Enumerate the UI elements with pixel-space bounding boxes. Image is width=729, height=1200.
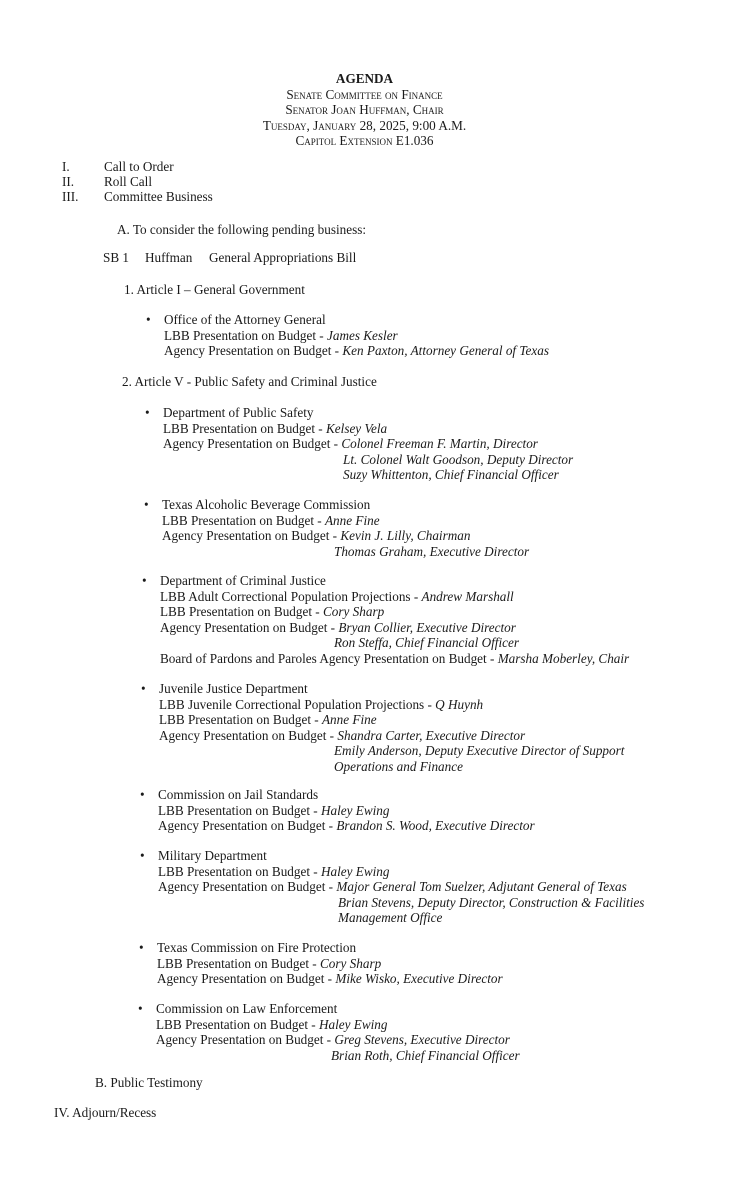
presenter-name: Cory Sharp [320, 955, 382, 971]
agency-item [139, 940, 503, 987]
meeting-location: Capitol Extension E1.036 [295, 133, 434, 148]
presenter-name: Greg Stevens, Executive Director [334, 1032, 510, 1047]
presentation-label: Agency Presentation on Budget - [163, 436, 342, 451]
presentation-label: Agency Presentation on Budget - [158, 879, 337, 894]
presenter-name: Cory Sharp [323, 604, 385, 619]
presenter-continuation [163, 451, 574, 468]
article-5: 2. Article V - Public Safety and Criminal Justice [122, 374, 377, 389]
agency-name: Texas Commission on Fire Protection [157, 940, 357, 955]
agency-name: Military Department [158, 848, 267, 863]
bill-id: SB 1 [103, 250, 130, 265]
presenter-name: Management Office [338, 910, 443, 925]
presenter-name: Marsha Moberley, Chair [497, 650, 630, 666]
agency-item [142, 573, 630, 666]
presentation-line [158, 879, 627, 895]
bullet-icon: • [138, 1001, 143, 1016]
agency-item [140, 787, 535, 834]
pending-business-intro: A. To consider the following pending business: [117, 222, 367, 237]
bullet-icon: • [140, 848, 145, 863]
presenter-name: Thomas Graham, Executive Director [334, 543, 530, 559]
bullet-icon: • [144, 497, 149, 512]
presentation-label: Agency Presentation on Budget - [157, 971, 336, 986]
bill-author: Huffman [145, 250, 193, 265]
section-roll-call [62, 174, 152, 190]
presentation-line [160, 650, 630, 667]
agency-name: Department of Criminal Justice [160, 573, 326, 588]
agency-item [144, 497, 530, 559]
presenter-continuation [159, 758, 463, 775]
presenter-name: Haley Ewing [319, 1016, 388, 1032]
presentation-label: Agency Presentation on Budget - [156, 1032, 335, 1047]
presentation-line [158, 818, 535, 834]
presenter-name: Ron Steffa, Chief Financial Officer [334, 635, 519, 650]
agency-item [140, 848, 645, 926]
adjourn-recess: IV. Adjourn/Recess [54, 1105, 157, 1120]
meeting-datetime: Tuesday, January 28, 2025, 9:00 A.M. [262, 117, 467, 133]
presentation-label: Agency Presentation on Budget - [162, 528, 341, 543]
agenda-header [0, 71, 729, 149]
presentation-line [159, 712, 377, 728]
section-label: Committee Business [104, 189, 213, 204]
presenter-name: Operations and Finance [334, 758, 463, 774]
presentation-label: Agency Presentation on Budget - [164, 343, 343, 358]
section-number: I. [62, 159, 70, 174]
presentation-label: LBB Presentation on Budget - [156, 1016, 319, 1032]
section-number: III. [62, 189, 79, 204]
bullet-icon: • [141, 681, 146, 696]
presentation-line [163, 420, 388, 437]
presenter-name: Mike Wisko, Executive Director [335, 971, 503, 986]
presentation-line [164, 327, 398, 344]
section-committee-business [62, 189, 213, 205]
presentation-label: LBB Presentation on Budget - [163, 420, 326, 436]
presentation-line [158, 802, 390, 819]
bullet-icon: • [142, 573, 147, 588]
presenter-continuation [162, 543, 530, 560]
presentation-line [159, 727, 526, 744]
presentation-label: LBB Presentation on Budget - [162, 512, 325, 528]
presentation-label: Agency Presentation on Budget - [159, 727, 338, 743]
presentation-line [156, 1032, 510, 1048]
committee-chair: Senator Joan Huffman, Chair [285, 102, 444, 117]
presenter-continuation [158, 910, 443, 926]
committee-name: Senate Committee on Finance [286, 86, 443, 102]
presentation-line [162, 528, 471, 544]
presenter-name: Emily Anderson, Deputy Executive Director of Support [334, 743, 625, 758]
presentation-line [160, 604, 385, 620]
section-call-to-order [62, 159, 174, 175]
agency-name: Juvenile Justice Department [159, 681, 308, 696]
presentation-label: LBB Presentation on Budget - [157, 955, 320, 971]
presentation-line [164, 343, 549, 359]
public-testimony: B. Public Testimony [95, 1075, 203, 1090]
presentation-line [162, 512, 380, 529]
presenter-continuation [160, 635, 519, 651]
agency-item [146, 312, 549, 359]
presentation-label: Agency Presentation on Budget - [158, 818, 337, 833]
presentation-line [156, 1016, 388, 1033]
presenter-name: Suzy Whittenton, Chief Financial Officer [343, 467, 559, 482]
presenter-name: Haley Ewing [321, 863, 390, 879]
agency-name: Commission on Jail Standards [158, 787, 319, 802]
presenter-name: Haley Ewing [321, 802, 390, 818]
presentation-label: LBB Presentation on Budget - [160, 604, 323, 619]
presenter-name: Brian Roth, Chief Financial Officer [331, 1047, 520, 1063]
bullet-icon: • [140, 787, 145, 802]
agency-name: Texas Alcoholic Beverage Commission [162, 497, 371, 512]
presentation-line [159, 696, 484, 713]
bullet-icon: • [139, 940, 144, 955]
presenter-name: James Kesler [327, 327, 398, 343]
section-label: Roll Call [104, 174, 152, 189]
presentation-label: LBB Presentation on Budget - [159, 712, 322, 727]
presentation-line [157, 955, 382, 972]
presentation-line [163, 436, 538, 452]
presenter-name: Major General Tom Suelzer, Adjutant General of Texas [336, 879, 627, 894]
presenter-continuation [159, 743, 625, 759]
bullet-icon: • [146, 312, 151, 327]
bill-title: General Appropriations Bill [209, 250, 357, 265]
presenter-name: Andrew Marshall [421, 588, 514, 604]
agency-name: Commission on Law Enforcement [156, 1001, 338, 1016]
agenda-title: AGENDA [335, 71, 394, 86]
presenter-name: Shandra Carter, Executive Director [337, 727, 526, 743]
section-label: Call to Order [104, 159, 174, 174]
presenter-name: Kevin J. Lilly, Chairman [340, 528, 471, 543]
presenter-name: Colonel Freeman F. Martin, Director [341, 436, 538, 451]
presenter-continuation [163, 467, 559, 483]
section-number: II. [62, 174, 75, 189]
presentation-label: Board of Pardons and Paroles Agency Presentation on Budget - [160, 650, 498, 666]
agency-item [145, 405, 574, 483]
presenter-continuation [158, 894, 645, 911]
presentation-line [160, 619, 516, 636]
presenter-name: Lt. Colonel Walt Goodson, Deputy Director [343, 451, 574, 467]
article-1: 1. Article I – General Government [124, 282, 305, 297]
presenter-name: Kelsey Vela [326, 420, 388, 436]
presentation-label: LBB Presentation on Budget - [164, 327, 327, 343]
presentation-line [160, 588, 514, 605]
presenter-name: Q Huynh [435, 696, 484, 712]
presentation-line [158, 863, 390, 880]
presentation-label: LBB Presentation on Budget - [158, 863, 321, 879]
presentation-label: LBB Juvenile Correctional Population Projections - [159, 696, 436, 712]
presenter-name: Anne Fine [325, 512, 380, 528]
agency-item [141, 681, 625, 774]
presentation-label: LBB Adult Correctional Population Projections - [160, 588, 422, 604]
agency-name: Department of Public Safety [163, 405, 314, 420]
bullet-icon: • [145, 405, 150, 420]
presentation-line [157, 971, 503, 987]
presentation-label: Agency Presentation on Budget - [160, 619, 339, 635]
presentation-label: LBB Presentation on Budget - [158, 802, 321, 818]
presenter-name: Anne Fine [322, 712, 377, 727]
presenter-continuation [156, 1047, 520, 1064]
presenter-name: Ken Paxton, Attorney General of Texas [342, 343, 549, 358]
agency-item [138, 1001, 520, 1063]
agency-name: Office of the Attorney General [164, 312, 326, 327]
presenter-name: Brian Stevens, Deputy Director, Construction & Facilities [338, 894, 645, 910]
presenter-name: Bryan Collier, Executive Director [338, 619, 516, 635]
presenter-name: Brandon S. Wood, Executive Director [336, 818, 535, 833]
